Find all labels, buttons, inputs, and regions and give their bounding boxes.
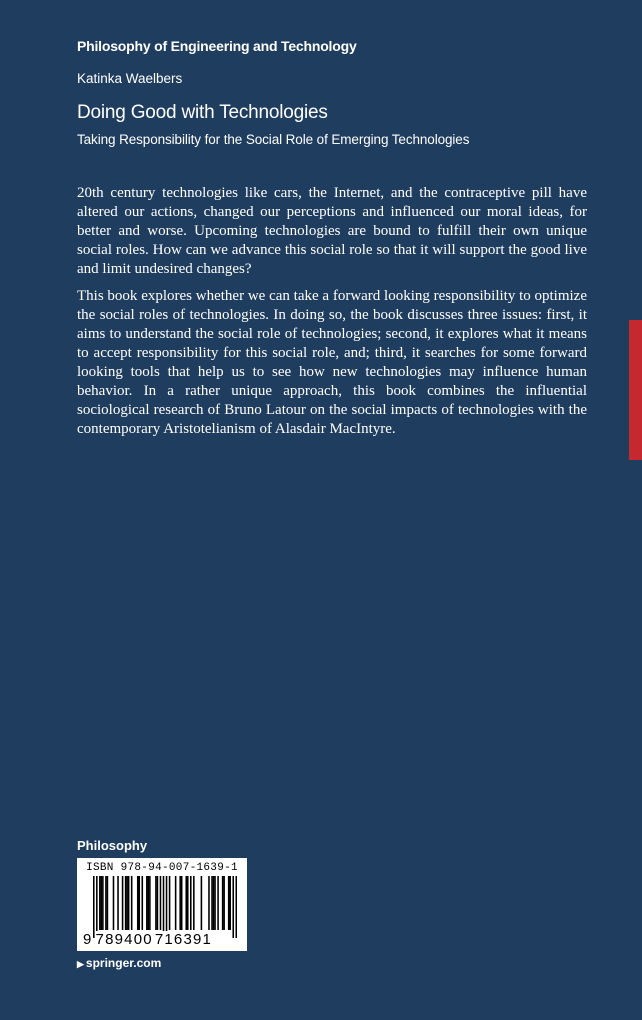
barcode-bar bbox=[201, 876, 203, 930]
barcode-bar bbox=[122, 876, 124, 930]
book-subtitle: Taking Responsibility for the Social Role of Emerging Technologies bbox=[77, 132, 470, 147]
barcode-bar bbox=[211, 876, 213, 930]
barcode-bar bbox=[175, 876, 177, 930]
barcode-bar bbox=[187, 876, 189, 930]
barcode-bar bbox=[146, 876, 148, 930]
barcode-first-digit: 9 bbox=[83, 931, 93, 948]
blurb-paragraph-1: 20th century technologies like cars, the Internet, and the contraceptive pill have altered our actions, changed our perceptions and influenced our moral ideas, for better and worse. Upcoming technologies are bound to fulfill their own unique social roles. How can we advance this social role so that it will support the good live and limit undesired changes? bbox=[77, 185, 587, 277]
edge-color-tab bbox=[629, 320, 642, 460]
website-label: springer.com bbox=[85, 956, 162, 970]
isbn-barcode bbox=[77, 858, 247, 951]
series-title: Philosophy of Engineering and Technology bbox=[77, 38, 357, 54]
isbn-label: ISBN 978-94-007-1639-1 bbox=[86, 862, 238, 874]
subject-label: Philosophy bbox=[77, 838, 148, 853]
barcode-bar bbox=[131, 876, 133, 930]
barcode-bar bbox=[214, 876, 216, 930]
barcode-bar bbox=[217, 876, 219, 930]
barcode-bar bbox=[105, 876, 107, 930]
barcode-bar bbox=[107, 876, 109, 930]
barcode-bar bbox=[137, 876, 139, 930]
barcode-bar bbox=[117, 876, 119, 930]
barcode-bar bbox=[126, 876, 128, 930]
barcode-bar bbox=[93, 876, 95, 938]
publisher-website bbox=[77, 956, 161, 970]
barcode-bar bbox=[148, 876, 150, 930]
barcode-bar bbox=[113, 876, 115, 930]
barcode-bar bbox=[181, 876, 183, 930]
barcode-bar bbox=[142, 876, 144, 930]
barcode-bar bbox=[163, 876, 165, 938]
barcode-bar bbox=[222, 876, 224, 930]
barcode-bar bbox=[213, 876, 215, 930]
barcode-bar bbox=[169, 876, 171, 930]
barcode-bar bbox=[155, 876, 157, 930]
barcode-bar bbox=[179, 876, 181, 930]
barcode-bar bbox=[228, 876, 230, 930]
barcode-bar bbox=[149, 876, 151, 930]
barcode-bar bbox=[125, 876, 127, 930]
barcode-bar bbox=[229, 876, 231, 930]
barcode-bar bbox=[99, 876, 101, 930]
barcode-bar bbox=[232, 876, 234, 938]
author-name: Katinka Waelbers bbox=[77, 71, 183, 86]
barcode-bar bbox=[157, 876, 159, 930]
barcode-bar bbox=[223, 876, 225, 930]
barcode-bar bbox=[166, 876, 168, 938]
barcode-bar bbox=[190, 876, 192, 930]
barcode-bar bbox=[128, 876, 130, 930]
barcode-left-group: 789400 bbox=[95, 931, 153, 948]
barcode-bar bbox=[101, 876, 103, 930]
triangle-arrow-icon: ▶ bbox=[77, 959, 84, 969]
barcode-bar bbox=[102, 876, 104, 930]
barcode-bar bbox=[208, 876, 210, 930]
barcode-bar bbox=[185, 876, 187, 930]
barcode-bar bbox=[193, 876, 195, 930]
barcode-bar bbox=[138, 876, 140, 930]
barcode-bar bbox=[96, 876, 98, 938]
blurb-paragraph-2: This book explores whether we can take a forward looking responsibility to optimize the social roles of technologies. In doing so, the book discusses three issues: first, it aims to understand the social role of technologies; second, it explores what it means to accept responsibility for this social role, and; third, it searches for some forward looking tools that help us to see how new technologies may influence human behavior. In a rather unique approach, this book combines the influential sociological research of Bruno Latour on the social impacts of technologies with the contemporary Aristotelianism of Alasdair MacIntyre. bbox=[77, 288, 587, 437]
barcode-digits bbox=[83, 931, 247, 948]
barcode-bar bbox=[160, 876, 162, 930]
barcode-bar bbox=[235, 876, 237, 938]
barcode-right-group: 716391 bbox=[154, 931, 213, 948]
barcode-bars bbox=[93, 876, 237, 938]
book-title: Doing Good with Technologies bbox=[77, 102, 328, 123]
